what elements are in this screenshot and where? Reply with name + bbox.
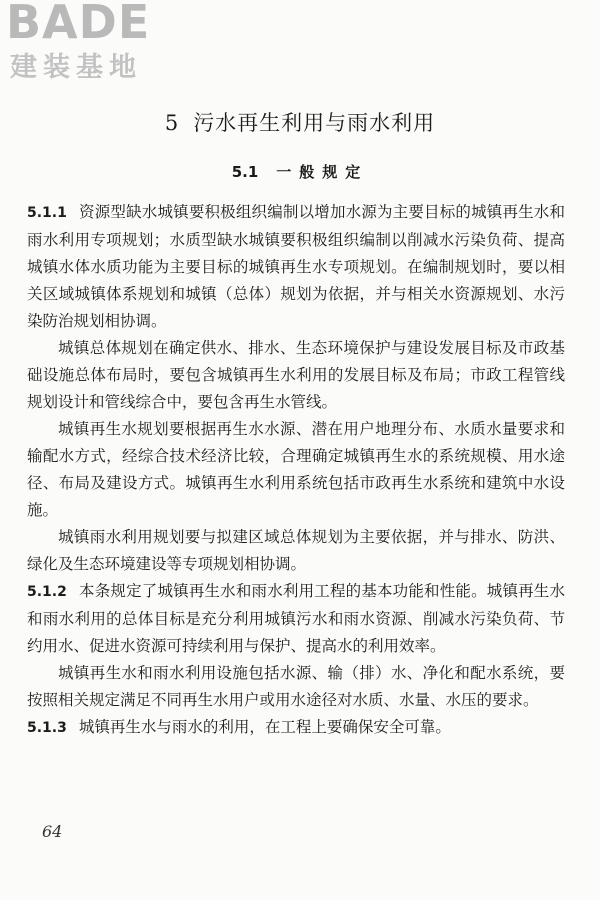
chapter-number: 5 bbox=[164, 111, 180, 135]
paragraph-text: 城镇再生水与雨水的利用，在工程上要确保安全可靠。 bbox=[78, 718, 451, 736]
paragraph: 城镇雨水利用规划要与拟建区域总体规划为主要依据，并与排水、防洪、绿化及生态环境建设等专项规划相协调。 bbox=[27, 528, 565, 573]
clause-number: 5.1.1 bbox=[27, 205, 67, 221]
body-text bbox=[27, 199, 565, 742]
paragraph: 城镇再生水规划要根据再生水水源、潜在用户地理分布、水质水量要求和输配水方式，经综合技术经济比较，合理确定城镇再生水的系统规模、用水途径、布局及建设方式。城镇再生水利用系统包括市政再生水系统和建筑中水设施。 bbox=[27, 420, 565, 519]
chapter-title bbox=[0, 108, 600, 138]
section-title bbox=[0, 160, 600, 184]
paragraph: 城镇总体规划在确定供水、排水、生态环境保护与建设发展目标及市政基础设施总体布局时，要包含城镇再生水利用的发展目标及布局；市政工程管线规划设计和管线综合中，要包含再生水管线。 bbox=[27, 339, 565, 411]
clause-paragraph bbox=[27, 714, 565, 742]
watermark-logo bbox=[6, 0, 181, 88]
section-number: 5.1 bbox=[231, 163, 259, 181]
clause-paragraph bbox=[27, 199, 565, 335]
clause-paragraph bbox=[27, 578, 565, 660]
page-number: 64 bbox=[42, 822, 63, 841]
watermark-brand: BADE bbox=[6, 0, 151, 49]
chapter-title-text: 污水再生利用与雨水利用 bbox=[193, 111, 436, 135]
paragraph-text: 资源型缺水城镇要积极组织编制以增加水源为主要目标的城镇再生水和雨水利用专项规划；水质型缺水城镇要积极组织编制以削减水污染负荷、提高城镇水体水质功能为主要目标的城镇再生水专项规划。在编制规划时，要以相关区域城镇体系规划和城镇（总体）规划为依据，并与相关水资源规划、水污染防治规划相协调。 bbox=[27, 203, 565, 330]
section-title-text: 一般规定 bbox=[276, 163, 369, 181]
paragraph: 城镇再生水和雨水利用设施包括水源、输（排）水、净化和配水系统，要按照相关规定满足不同再生水用户或用水途径对水质、水量、水压的要求。 bbox=[27, 664, 565, 709]
paragraph-text: 本条规定了城镇再生水和雨水利用工程的基本功能和性能。城镇再生水和雨水利用的总体目标是充分利用城镇污水和雨水资源、削减水污染负荷、节约用水、促进水资源可持续利用与保护、提高水的利用效率。 bbox=[27, 582, 565, 655]
clause-number: 5.1.2 bbox=[27, 584, 67, 600]
watermark-subtitle: 建装基地 bbox=[10, 52, 142, 83]
clause-number: 5.1.3 bbox=[27, 720, 67, 736]
